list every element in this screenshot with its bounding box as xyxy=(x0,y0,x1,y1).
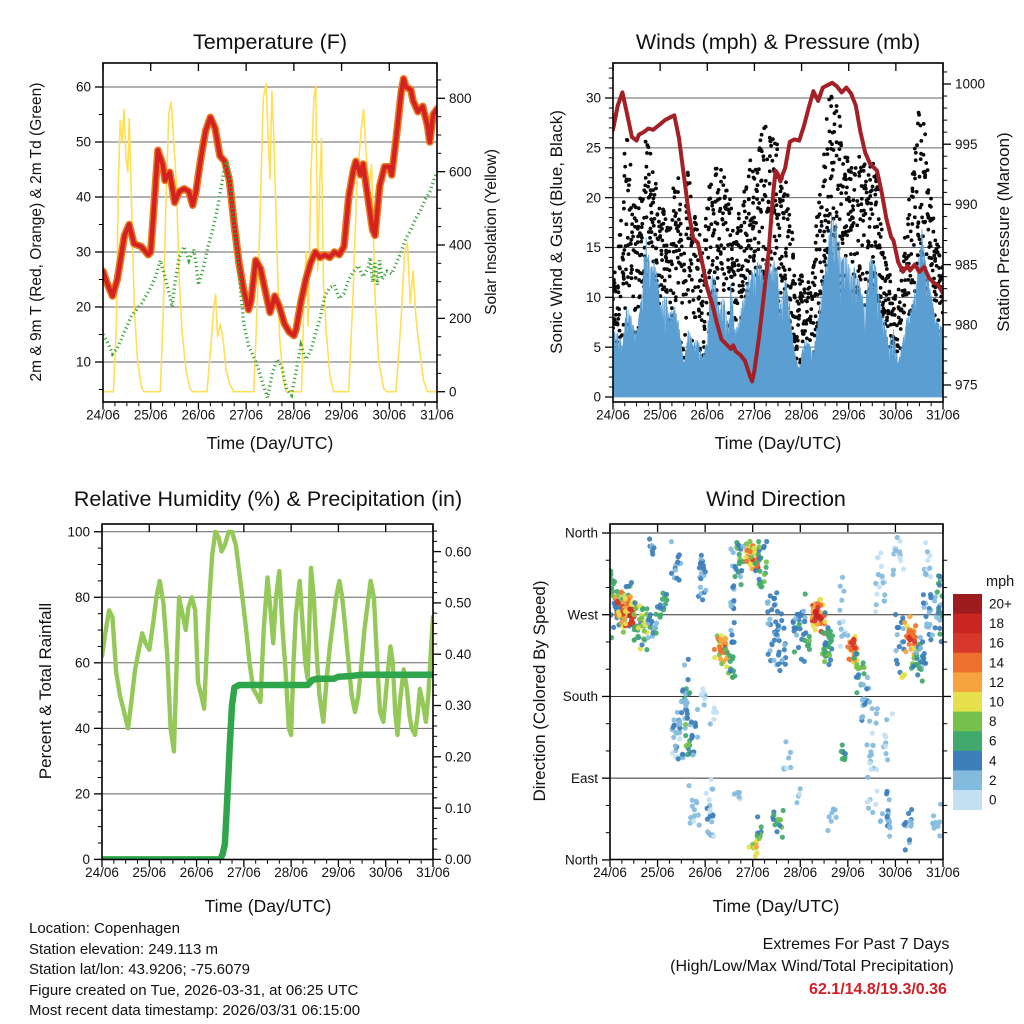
tick-label: 990 xyxy=(955,197,978,213)
tick-label: 26/06 xyxy=(688,865,723,880)
tick-label: South xyxy=(562,689,598,705)
tick-label: 24/06 xyxy=(593,865,627,880)
tick-label: 15 xyxy=(585,240,601,256)
tick-label: 29/06 xyxy=(830,865,865,880)
tick-label: 25/06 xyxy=(643,407,678,423)
wind-direction-chart xyxy=(562,524,1015,880)
footer-latlon: Station lat/lon: 43.9206; -75.6079 xyxy=(29,961,251,978)
tick-label: 27/06 xyxy=(737,407,772,423)
tick-label: 4 xyxy=(989,753,997,769)
tick-label: 25/06 xyxy=(640,865,675,880)
x-label-wind-pressure: Time (Day/UTC) xyxy=(714,433,842,453)
tick-label: 5 xyxy=(593,339,601,355)
tick-label: 28/06 xyxy=(784,407,819,423)
tick-label: 26/06 xyxy=(179,865,214,880)
y-label-solar-right: Solar Insolation (Yellow) xyxy=(483,149,500,315)
tick-label: 8 xyxy=(989,714,997,730)
tick-label: 31/06 xyxy=(420,407,454,423)
humidity-line xyxy=(102,532,433,752)
extremes-subtitle: (High/Low/Max Wind/Total Precipitation) xyxy=(670,958,954,975)
tick-label: 25 xyxy=(585,140,601,156)
tick-label: 40 xyxy=(74,721,90,737)
temperature-chart xyxy=(76,63,472,423)
tick-label: 30 xyxy=(585,90,601,106)
tick-label: 800 xyxy=(449,91,472,106)
legend-title-mph: mph xyxy=(986,574,1015,590)
tick-label: 27/06 xyxy=(226,865,261,880)
tick-label: 24/06 xyxy=(86,407,120,423)
tick-label: 1000 xyxy=(955,76,986,92)
humidity-precip-series xyxy=(102,532,433,860)
tick-label: 16 xyxy=(989,635,1005,651)
tick-label: 28/06 xyxy=(274,865,309,880)
footer-elevation: Station elevation: 249.113 m xyxy=(29,940,219,958)
tick-label: 24/06 xyxy=(85,865,119,880)
tick-label: 31/06 xyxy=(926,865,960,880)
tick-label: 0 xyxy=(593,389,601,405)
extremes-values: 62.1/14.8/19.3/0.36 xyxy=(809,981,947,998)
tick-label: 60 xyxy=(74,655,90,671)
tick-label: 20+ xyxy=(989,596,1012,612)
tick-label: 20 xyxy=(585,190,601,206)
tick-label: 0.00 xyxy=(445,852,472,868)
tick-label: 0 xyxy=(449,384,457,400)
x-label-temperature: Time (Day/UTC) xyxy=(206,433,334,453)
tick-label: 80 xyxy=(74,589,90,605)
tick-label: 600 xyxy=(449,164,472,180)
tick-label: 985 xyxy=(955,257,978,273)
y-label-direction-left: Direction (Colored By Speed) xyxy=(530,580,549,802)
tick-label: 0.30 xyxy=(445,698,472,714)
tick-label: 10 xyxy=(989,694,1005,710)
tick-label: North xyxy=(564,525,598,541)
tick-label: 29/06 xyxy=(321,865,356,880)
tick-label: 25/06 xyxy=(133,407,168,423)
tick-label: 0 xyxy=(989,792,997,808)
footer-timestamp: Most recent data timestamp: 2026/03/31 06:15:00 xyxy=(29,1001,361,1019)
tick-label: 0.20 xyxy=(445,749,472,765)
tick-label: 2 xyxy=(989,772,997,788)
humidity-precip-chart xyxy=(67,524,471,880)
tick-label: 0.40 xyxy=(445,646,472,662)
tick-label: 29/06 xyxy=(831,407,866,423)
tick-label: 30/06 xyxy=(368,865,403,880)
footer-created: Figure created on Tue, 2026-03-31, at 06:25 UTC xyxy=(29,981,359,999)
tick-label: 30/06 xyxy=(878,865,913,880)
chart-title-wind-direction: Wind Direction xyxy=(706,487,846,511)
y-label-wind-left: Sonic Wind & Gust (Blue, Black) xyxy=(547,110,566,354)
tick-label: East xyxy=(570,770,598,786)
y-label-humidity-left: Percent & Total Rainfall xyxy=(36,602,55,780)
tick-label: 26/06 xyxy=(690,407,725,423)
tick-label: 30 xyxy=(75,244,91,260)
tick-label: 14 xyxy=(989,655,1005,671)
tick-label: 50 xyxy=(75,134,91,150)
tick-label: 980 xyxy=(955,317,978,333)
tick-label: 60 xyxy=(75,79,91,95)
tick-label: North xyxy=(564,852,598,868)
tick-label: 30/06 xyxy=(372,407,407,423)
tick-label: 100 xyxy=(67,524,90,540)
tick-label: 29/06 xyxy=(324,407,359,423)
tick-label: 12 xyxy=(989,674,1005,690)
tick-label: 28/06 xyxy=(783,865,818,880)
tick-label: 400 xyxy=(449,237,472,253)
speed-colorbar xyxy=(953,594,1012,810)
wind-pressure-series xyxy=(611,83,946,397)
extremes-title: Extremes For Past 7 Days xyxy=(762,936,950,953)
y-label-temperature-left: 2m & 9m T (Red, Orange) & 2m Td (Green) xyxy=(28,82,45,382)
tick-label: 24/06 xyxy=(596,407,630,423)
tick-label: 6 xyxy=(989,733,997,749)
temperature-series xyxy=(103,79,437,398)
tick-label: 200 xyxy=(449,311,472,327)
tick-label: 28/06 xyxy=(276,407,311,423)
tick-label: 40 xyxy=(75,189,91,205)
tick-label: 10 xyxy=(75,354,91,370)
tick-label: 0 xyxy=(82,852,90,868)
tick-label: 27/06 xyxy=(229,407,264,423)
tick-label: 0.50 xyxy=(445,595,472,611)
tick-label: 25/06 xyxy=(132,865,167,880)
chart-title-temperature: Temperature (F) xyxy=(192,30,348,54)
tick-label: 31/06 xyxy=(926,407,960,423)
tick-label: 0.10 xyxy=(445,800,472,816)
tick-label: 27/06 xyxy=(735,865,770,880)
tick-label: 26/06 xyxy=(181,407,216,423)
y-label-pressure-right: Station Pressure (Maroon) xyxy=(994,132,1013,332)
tick-label: 975 xyxy=(955,377,978,393)
tick-label: West xyxy=(567,607,598,623)
tick-label: 30/06 xyxy=(878,407,913,423)
footer-location: Location: Copenhagen xyxy=(29,920,180,937)
x-label-humidity-precip: Time (Day/UTC) xyxy=(204,896,332,916)
tick-label: 995 xyxy=(955,136,978,152)
tick-label: 31/06 xyxy=(416,865,450,880)
tick-label: 20 xyxy=(74,786,90,802)
tick-label: 18 xyxy=(989,616,1005,632)
tick-label: 20 xyxy=(75,299,91,315)
chart-title-humidity-precip: Relative Humidity (%) & Precipitation (in) xyxy=(73,487,463,511)
tick-label: 0.60 xyxy=(445,544,472,560)
tick-label: 10 xyxy=(585,290,601,306)
chart-title-wind-pressure: Winds (mph) & Pressure (mb) xyxy=(635,30,921,54)
x-label-wind-direction: Time (Day/UTC) xyxy=(712,896,840,916)
wind-pressure-chart xyxy=(586,63,985,423)
